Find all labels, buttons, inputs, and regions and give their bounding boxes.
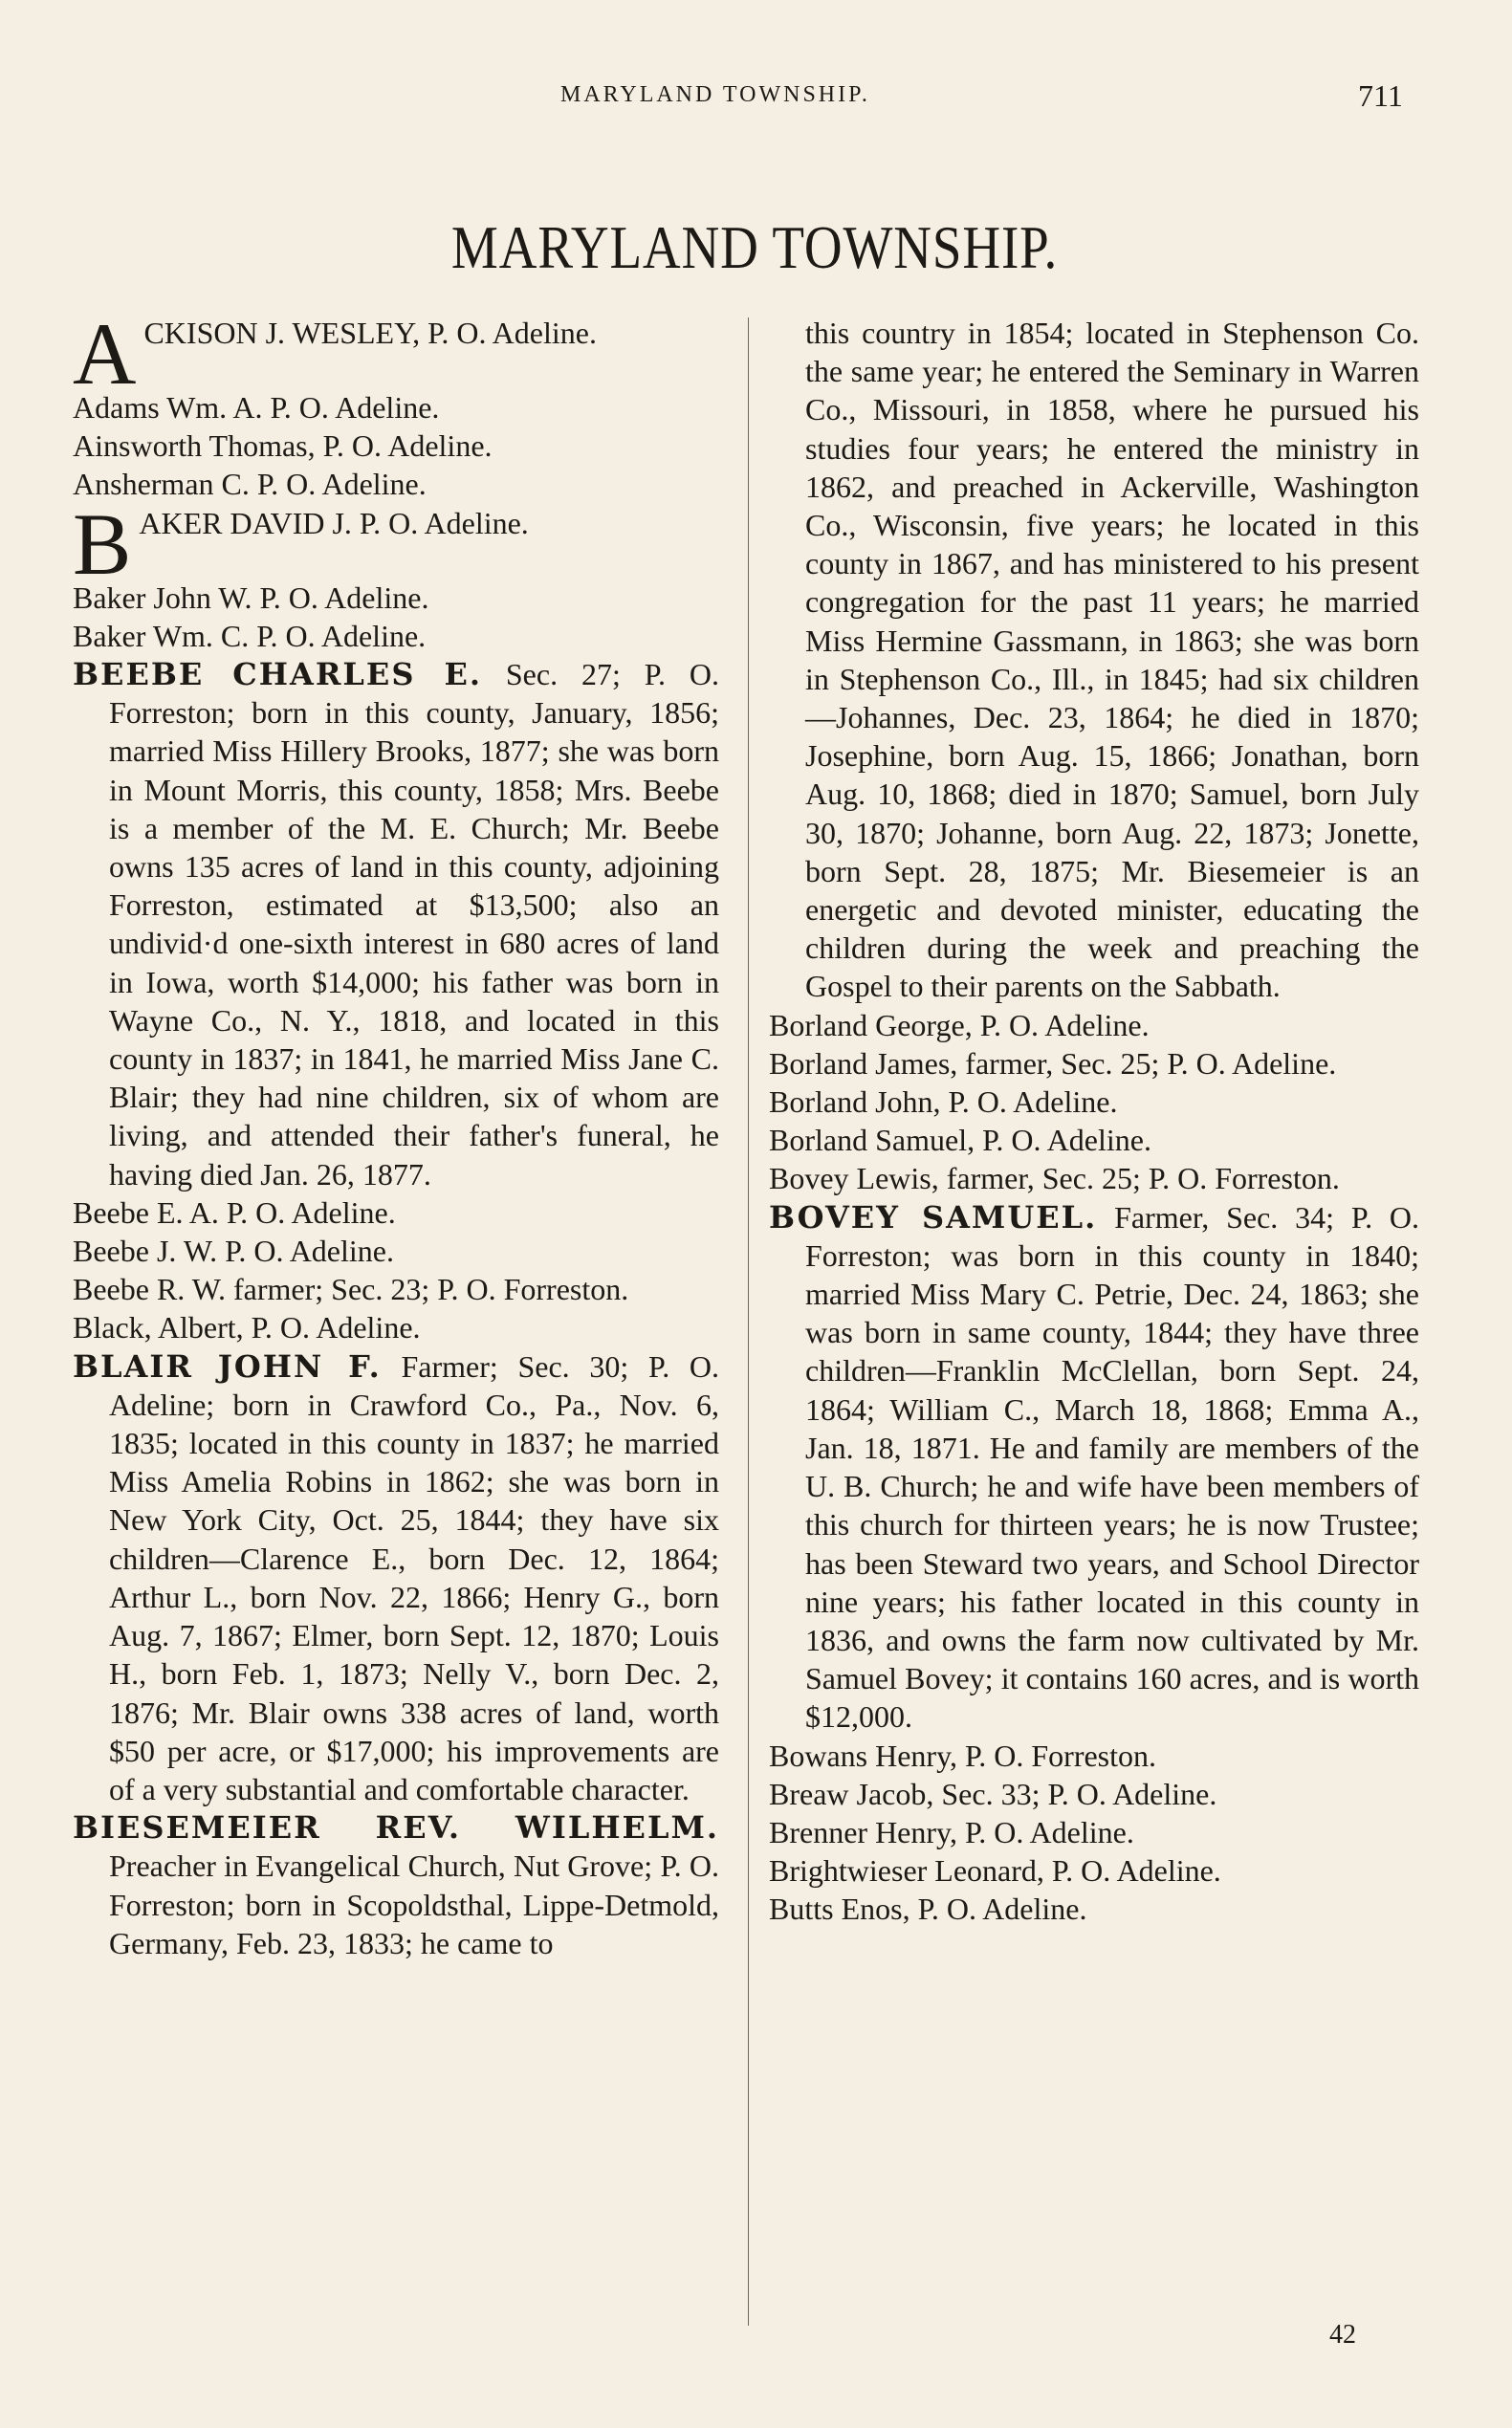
biography-entry	[769, 1198, 1419, 1737]
page-number: 711	[1358, 78, 1403, 113]
directory-entry: Bowans Henry, P. O. Forreston.	[769, 1738, 1157, 1773]
biography-entry	[73, 1347, 719, 1808]
biography-entry	[73, 1808, 719, 1962]
running-header	[0, 78, 1512, 117]
directory-entry: Breaw Jacob, Sec. 33; P. O. Adeline.	[769, 1776, 1217, 1811]
right-column	[769, 314, 1419, 1929]
column-divider	[748, 317, 749, 2326]
directory-entry: Ainsworth Thomas, P. O. Adeline.	[73, 428, 493, 464]
directory-entry: Brightwieser Leonard, P. O. Adeline.	[769, 1853, 1221, 1889]
directory-entry: Baker Wm. C. P. O. Adeline.	[73, 618, 427, 653]
biography-text: Sec. 27; P. O. Forreston; born in this county, January, 1856; married Miss Hillery Brooks, 1877; she was born in Mount Morris, this county, 1858; Mrs. Beebe is a member of the M. E. Church; Mr. Beebe owns 135 acres of land in this county, adjoining Forreston, estimated at $13,500; also an undivid·d one-sixth interest in 680 acres of land in Iowa, worth $14,000; his father was born in Wayne Co., N. Y., 1818, and located in this county in 1837; in 1841, he married Miss Jane C. Blair; they had nine children, six of whom are living, and attended their father's funeral, he having died Jan. 26, 1877.	[109, 657, 719, 1192]
biography-continuation: this country in 1854; located in Stephenson Co. the same year; he entered the Seminary in Warren Co., Missouri, in 1858, where he pursued his studies four years; he entered the ministry in 1862, and preached in Ackerville, Washington Co., Wisconsin, five years; he located in this county in 1867, and has ministered to his present congregation for the past 11 years; he married Miss Hermine Gassmann, in 1863; she was born in Stephenson Co., Ill., in 1845; had six children—Johannes, Dec. 23, 1864; he died in 1870; Josephine, born Aug. 15, 1866; Jonathan, born Aug. 10, 1868; died in 1870; Samuel, born July 30, 1870; Johanne, born Aug. 22, 1873; Jonette, born Sept. 28, 1875; Mr. Biesemeier is an energetic and devoted minister, educating the children during the week and preaching the Gospel to their parents on the Sabbath.	[805, 316, 1419, 1004]
directory-entry: Baker John W. P. O. Adeline.	[73, 580, 429, 615]
directory-entry	[73, 504, 719, 579]
directory-entry: Bovey Lewis, farmer, Sec. 25; P. O. Forreston.	[769, 1161, 1340, 1196]
drop-cap: A	[73, 314, 137, 388]
directory-entry: Black, Albert, P. O. Adeline.	[73, 1310, 421, 1345]
directory-entry: Borland James, farmer, Sec. 25; P. O. Adeline.	[769, 1045, 1337, 1081]
drop-cap: B	[73, 503, 132, 579]
biography-name: BIESEMEIER REV. WILHELM.	[73, 1809, 719, 1847]
directory-entry: Borland George, P. O. Adeline.	[769, 1007, 1150, 1042]
biography-text: Farmer, Sec. 34; P. O. Forreston; was born in this county in 1840; married Miss Mary C. Petrie, Dec. 24, 1863; she was born in same county, 1844; they have three children—Franklin McClellan, born Sept. 24, 1864; William C., March 18, 1868; Emma A., Jan. 18, 1871. He and family are members of the U. B. Church; he and wife have been members of this church for thirteen years; he is now Trustee; has been Steward two years, and School Director nine years; his father located in this county in 1836, and owns the farm now cultivated by Mr. Samuel Bovey; it contains 160 acres, and is worth $12,000.	[805, 1199, 1419, 1735]
biography-text: Farmer; Sec. 30; P. O. Adeline; born in Crawford Co., Pa., Nov. 6, 1835; located in this county in 1837; he married Miss Amelia Robins in 1862; she was born in New York City, Oct. 25, 1844; they have six children—Clarence E., born Dec. 12, 1864; Arthur L., born Nov. 22, 1866; Henry G., born Aug. 7, 1867; Elmer, born Sept. 12, 1870; Louis H., born Feb. 1, 1873; Nelly V., born Dec. 2, 1876; Mr. Blair owns 338 acres of land, worth $50 per acre, or $17,000; his improvements are of a very substantial and comfortable character.	[109, 1348, 720, 1806]
directory-entry: Beebe E. A. P. O. Adeline.	[73, 1194, 396, 1230]
signature-mark: 42	[1329, 2320, 1356, 2350]
biography-name: BLAIR JOHN F.	[73, 1347, 382, 1385]
running-title: MARYLAND TOWNSHIP.	[560, 82, 870, 107]
directory-entry: Brenner Henry, P. O. Adeline.	[769, 1814, 1134, 1849]
biography-entry	[73, 655, 719, 1193]
directory-entry: Butts Enos, P. O. Adeline.	[769, 1892, 1087, 1927]
directory-entry: Beebe J. W. P. O. Adeline.	[73, 1234, 394, 1269]
directory-entry: Borland John, P. O. Adeline.	[769, 1084, 1118, 1120]
entry-text: AKER DAVID J. P. O. Adeline.	[139, 505, 529, 540]
biography-text: Preacher in Evangelical Church, Nut Grove; P. O. Forreston; born in Scopoldsthal, Lippe-Detmold, Germany, Feb. 23, 1833; he came to	[109, 1848, 719, 1960]
biography-name: BEEBE CHARLES E.	[73, 656, 482, 693]
biography-name: BOVEY SAMUEL.	[769, 1198, 1098, 1236]
directory-entry: Ansherman C. P. O. Adeline.	[73, 467, 427, 502]
left-column	[73, 314, 719, 1962]
directory-entry: Beebe R. W. farmer; Sec. 23; P. O. Forreston.	[73, 1272, 629, 1307]
directory-entry: Adams Wm. A. P. O. Adeline.	[73, 390, 440, 425]
entry-text: CKISON J. WESLEY, P. O. Adeline.	[143, 316, 597, 350]
directory-entry: Borland Samuel, P. O. Adeline.	[769, 1123, 1151, 1158]
section-title: MARYLAND TOWNSHIP.	[450, 213, 1059, 281]
directory-entry	[73, 314, 719, 388]
